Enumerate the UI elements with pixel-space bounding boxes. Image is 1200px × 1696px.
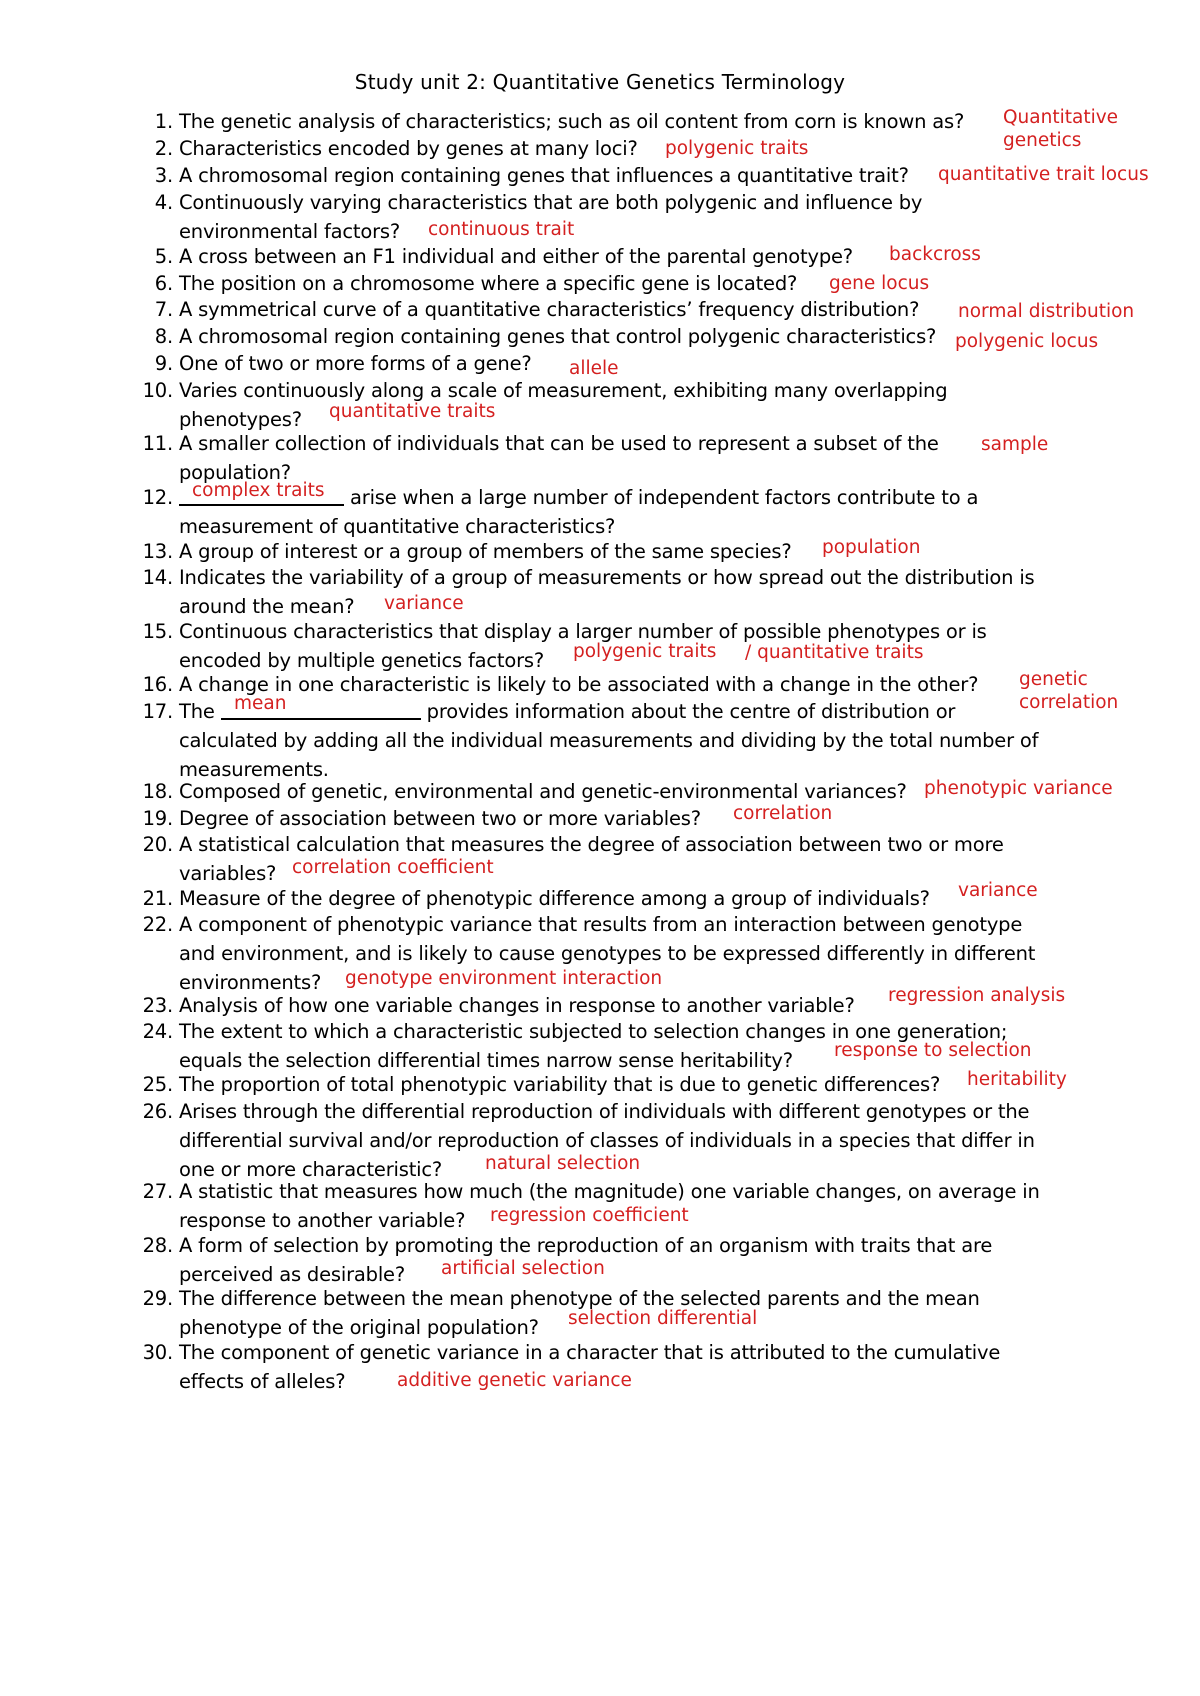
answer-24: response to selection <box>834 1040 1032 1061</box>
answer-14: variance <box>384 593 464 614</box>
answer-9: allele <box>569 358 619 379</box>
question-text: Varies continuously along a scale of measurement, exhibiting many overlapping <box>179 379 948 402</box>
answer-19: correlation <box>733 803 833 824</box>
question-4: 4. Continuously varying characteristics that are both polygenic and influence by environmental factors? <box>133 188 922 246</box>
question-text: Continuously varying characteristics that are both polygenic and influence by <box>179 191 923 214</box>
question-text: A component of phenotypic variance that results from an interaction between genotype <box>179 913 1023 936</box>
question-15: 15. Continuous characteristics that display a larger number of possible phenotypes or is encoded by multiple genetics factors? <box>133 617 987 675</box>
question-1: 1. The genetic analysis of characteristics; such as oil content from corn is known as? <box>154 110 965 133</box>
question-text: The position on a chromosome where a specific gene is located? <box>179 272 798 295</box>
question-text: A statistic that measures how much (the magnitude) one variable changes, on average in <box>179 1180 1040 1203</box>
page-title: Study unit 2: Quantitative Genetics Terminology <box>354 70 846 94</box>
answer-26: natural selection <box>485 1153 641 1174</box>
question-18: 18. Composed of genetic, environmental and genetic-environmental variances? <box>142 780 907 803</box>
answer-16b: correlation <box>1019 692 1119 713</box>
question-text: arise when a large number of independent factors contribute to a <box>344 486 979 509</box>
question-text-cont: differential survival and/or reproduction of classes of individuals in a species that differ in <box>179 1129 1035 1152</box>
answer-29: selection differential <box>568 1308 758 1329</box>
question-text-cont2: environments? <box>179 971 322 994</box>
question-text-cont: perceived as desirable? <box>179 1263 405 1286</box>
answer-13: population <box>822 537 921 558</box>
question-text: A symmetrical curve of a quantitative characteristics’ frequency distribution? <box>179 298 920 321</box>
answer-22: genotype environment interaction <box>345 968 663 989</box>
question-text: The difference between the mean phenotype of the selected parents and the mean <box>179 1287 980 1310</box>
question-19: 19. Degree of association between two or more variables? <box>142 807 701 830</box>
question-text-cont2: one or more characteristic? <box>179 1158 443 1181</box>
question-27: 27. A statistic that measures how much (the magnitude) one variable changes, on average in response to another variable? <box>133 1177 1040 1235</box>
question-text-cont: equals the selection differential times narrow sense heritability? <box>179 1049 793 1072</box>
question-16: 16. A change in one characteristic is likely to be associated with a change in the other? <box>142 673 979 696</box>
question-text: The <box>179 700 215 723</box>
answer-16a: genetic <box>1019 669 1088 690</box>
question-26: 26. Arises through the differential reproduction of individuals with different genotypes or the differential survival and/or reproduction of classes of individuals in a species that differ in one or more characteristic? <box>133 1097 1035 1184</box>
question-text: Degree of association between two or more variables? <box>179 807 701 830</box>
answer-7: normal distribution <box>958 301 1135 322</box>
answer-3: quantitative trait locus <box>938 164 1149 185</box>
answer-27: regression coefficient <box>490 1205 689 1226</box>
question-text: A cross between an F1 individual and either of the parental genotype? <box>179 245 853 268</box>
question-text: The extent to which a characteristic subjected to selection changes in one generation; <box>179 1020 1008 1043</box>
question-8: 8. A chromosomal region containing genes that control polygenic characteristics? <box>154 325 937 348</box>
question-20: 20. A statistical calculation that measures the degree of association between two or more variables? <box>133 830 1004 888</box>
answer-20: correlation coefficient <box>292 857 494 878</box>
question-text-cont: around the mean? <box>179 595 355 618</box>
question-text-cont: response to another variable? <box>179 1209 466 1232</box>
question-text: Indicates the variability of a group of measurements or how spread out the distribution is <box>179 566 1035 589</box>
answer-17: mean <box>234 693 287 714</box>
question-2: 2. Characteristics encoded by genes at many loci? <box>154 137 638 160</box>
question-3: 3. A chromosomal region containing genes that influences a quantitative trait? <box>154 164 909 187</box>
question-text: Measure of the degree of phenotypic difference among a group of individuals? <box>179 887 930 910</box>
question-text: A group of interest or a group of members of the same species? <box>179 540 792 563</box>
question-28: 28. A form of selection by promoting the reproduction of an organism with traits that are perceived as desirable? <box>133 1231 992 1289</box>
question-text-cont: encoded by multiple genetics factors? <box>179 649 545 672</box>
question-text-cont: variables? <box>179 862 277 885</box>
question-text: Composed of genetic, environmental and genetic-environmental variances? <box>179 780 907 803</box>
answer-25: heritability <box>967 1069 1067 1090</box>
question-text: One of two or more forms of a gene? <box>179 352 532 375</box>
question-text-cont: measurement of quantitative characteristics? <box>179 515 616 538</box>
question-12: 12. arise when a large number of independent factors contribute to a measurement of quantitative characteristics? <box>133 483 978 541</box>
question-22: 22. A component of phenotypic variance that results from an interaction between genotype and environment, and is likely to cause genotypes to be expressed differently in different environments? <box>133 910 1035 997</box>
question-text-cont: calculated by adding all the individual measurements and dividing by the total number of <box>179 729 1039 752</box>
question-14: 14. Indicates the variability of a group of measurements or how spread out the distribution is around the mean? <box>133 563 1035 621</box>
answer-1a: Quantitative <box>1003 107 1119 128</box>
question-10: 10. Varies continuously along a scale of measurement, exhibiting many overlapping phenotypes? <box>133 376 947 434</box>
question-text: A change in one characteristic is likely to be associated with a change in the other? <box>179 673 979 696</box>
question-text-b: provides information about the centre of distribution or <box>426 700 956 723</box>
answer-5: backcross <box>889 244 981 265</box>
answer-10: quantitative traits <box>329 401 496 422</box>
question-text: Continuous characteristics that display a larger number of possible phenotypes or is <box>179 620 987 643</box>
answer-12: complex traits <box>192 480 325 501</box>
answer-4: continuous trait <box>428 219 575 240</box>
question-30: 30. The component of genetic variance in a character that is attributed to the cumulative effects of alleles? <box>133 1338 1000 1396</box>
question-text: A smaller collection of individuals that can be used to represent a subset of the <box>179 432 939 455</box>
question-21: 21. Measure of the degree of phenotypic difference among a group of individuals? <box>142 887 930 910</box>
answer-30: additive genetic variance <box>397 1370 632 1391</box>
question-text: A statistical calculation that measures the degree of association between two or more <box>179 833 1004 856</box>
answer-6: gene locus <box>829 273 930 294</box>
question-text: Characteristics encoded by genes at many loci? <box>179 137 638 160</box>
question-text: A form of selection by promoting the reproduction of an organism with traits that are <box>179 1234 993 1257</box>
question-29: 29. The difference between the mean phenotype of the selected parents and the mean phenotype of the original population? <box>133 1284 980 1342</box>
question-7: 7. A symmetrical curve of a quantitative characteristics’ frequency distribution? <box>154 298 920 321</box>
answer-15a: polygenic traits <box>573 641 717 662</box>
answer-11: sample <box>981 434 1049 455</box>
question-text: A chromosomal region containing genes that control polygenic characteristics? <box>179 325 937 348</box>
question-text: Arises through the differential reproduction of individuals with different genotypes or the <box>179 1100 1030 1123</box>
question-text-cont: environmental factors? <box>179 220 400 243</box>
answer-15b: / quantitative traits <box>745 642 924 663</box>
question-text-cont: population? <box>179 461 291 484</box>
question-24: 24. The extent to which a characteristic subjected to selection changes in one generation; equals the selection differential times narrow sense heritability? <box>133 1017 1007 1075</box>
question-text-cont: phenotypes? <box>179 408 302 431</box>
question-17: 17. The provides information about the centre of distribution or calculated by adding all the individual measurements and dividing by the total number of measurements. <box>133 697 1038 784</box>
question-text-cont2: measurements. <box>179 758 329 781</box>
answer-8: polygenic locus <box>955 331 1099 352</box>
question-text-cont: effects of alleles? <box>179 1370 346 1393</box>
question-text: The genetic analysis of characteristics; such as oil content from corn is known as? <box>179 110 965 133</box>
question-text: The component of genetic variance in a character that is attributed to the cumulative <box>179 1341 1001 1364</box>
answer-21: variance <box>958 880 1038 901</box>
question-text-cont: phenotype of the original population? <box>179 1316 539 1339</box>
answer-18: phenotypic variance <box>924 778 1113 799</box>
answer-28: artificial selection <box>441 1258 605 1279</box>
answer-23: regression analysis <box>888 985 1066 1006</box>
question-11: 11. A smaller collection of individuals that can be used to represent a subset of the population? <box>133 429 939 487</box>
question-6: 6. The position on a chromosome where a specific gene is located? <box>154 272 798 295</box>
answer-1b: genetics <box>1003 130 1082 151</box>
question-text: Analysis of how one variable changes in response to another variable? <box>179 994 855 1017</box>
answer-2: polygenic traits <box>665 138 809 159</box>
question-text: The proportion of total phenotypic variability that is due to genetic differences? <box>179 1073 941 1096</box>
question-13: 13. A group of interest or a group of members of the same species? <box>142 540 792 563</box>
question-text-cont: and environment, and is likely to cause genotypes to be expressed differently in different <box>179 942 1036 965</box>
question-5: 5. A cross between an F1 individual and either of the parental genotype? <box>154 245 853 268</box>
question-25: 25. The proportion of total phenotypic variability that is due to genetic differences? <box>142 1073 941 1096</box>
question-23: 23. Analysis of how one variable changes in response to another variable? <box>142 994 855 1017</box>
question-text: A chromosomal region containing genes that influences a quantitative trait? <box>179 164 909 187</box>
question-9: 9. One of two or more forms of a gene? <box>154 352 532 375</box>
